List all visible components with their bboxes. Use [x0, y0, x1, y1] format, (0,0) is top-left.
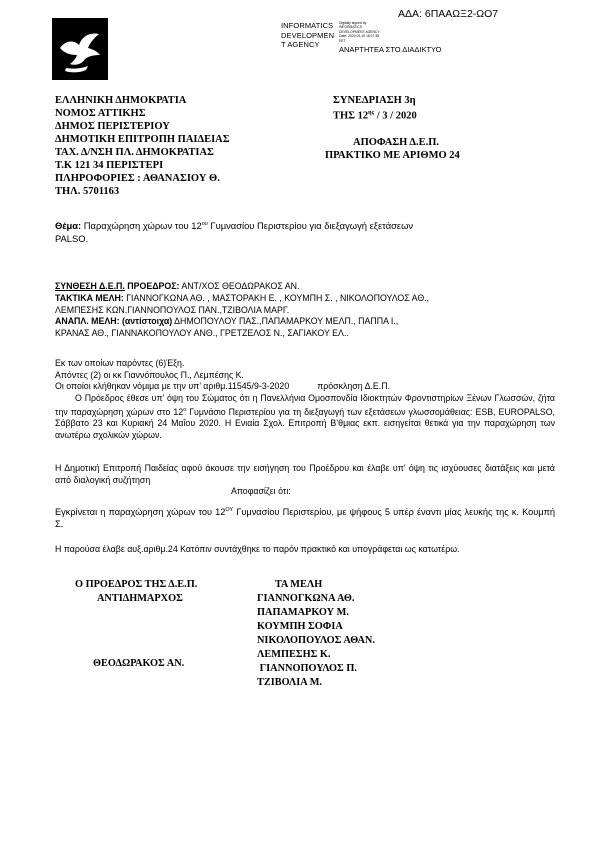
date-rest: / 3 / 2020	[374, 110, 417, 122]
invited-text: Οι οποίοι κλήθηκαν νόμιμα με την υπ’ αριθμ.11545/9-3-2020	[55, 381, 290, 392]
member-name: ΠΑΠΑΜΑΡΚΟΥ Μ.	[257, 607, 349, 618]
president-title: Ο ΠΡΟΕΔΡΟΣ ΤΗΣ Δ.Ε.Π.	[75, 579, 198, 590]
member-name: ΛΕΜΠΕΣΗΣ Κ.	[257, 649, 331, 660]
letterhead-left	[55, 94, 230, 198]
dove-emblem-icon	[52, 18, 108, 80]
date-ordinal: ης	[368, 110, 375, 116]
regular-members-text-cont: ΛΕΜΠΕΣΗΣ ΚΩΝ.ΓΙΑΝΝΟΠΟΥΛΟΣ ΠΑΝ.,ΤΖΙΒΟΛΙΑ ΜΑΡΓ.	[55, 304, 290, 315]
signature-detail: Digitally signed by	[339, 21, 367, 25]
date-day: ΤΗΣ 12	[333, 110, 369, 122]
paragraph-closing: Η παρούσα έλαβε αυξ.αριθμ.24 Κατόπιν συντάχθηκε το παρόν πρακτικό και υπογράφεται ως κατωτέρω.	[55, 544, 460, 554]
alternate-members-text: ΔΗΜΟΠΟΥΛΟΥ ΠΑΣ.,ΠΑΠΑΜΑΡΚΟΥ ΜΕΛΠ., ΠΑΠΠΑ Ι.,	[172, 316, 399, 327]
president-label: ΠΡΟΕΔΡΟΣ:	[124, 281, 180, 291]
session-date	[325, 107, 460, 123]
letterhead-line: ΠΛΗΡΟΦΟΡΙΕΣ : ΑΘΑΝΑΣΙΟΥ Θ.	[55, 173, 220, 184]
letterhead-line: ΝΟΜΟΣ ΑΤΤΙΚΗΣ	[55, 108, 146, 119]
letterhead-line: ΤΗΛ. 5701163	[55, 186, 120, 197]
signature-detail: EET	[339, 38, 346, 43]
president-role: ΑΝΤΙΔΗΜΑΡΧΟΣ	[97, 593, 183, 604]
subject-block	[55, 218, 413, 245]
composition-label: ΣΥΝΘΕΣΗ Δ.Ε.Π.	[55, 281, 125, 291]
letterhead-line: Τ.Κ 121 34 ΠΕΡΙΣΤΕΡΙ	[55, 160, 164, 171]
invited-line	[55, 381, 390, 393]
invited-ref: πρόσκληση Δ.Ε.Π.	[317, 381, 391, 392]
posted-online-note: ΑΝΑΡΤΗΤΕΑ ΣΤΟ ΔΙΑΔΙΚΤΥΟ	[339, 45, 442, 54]
letterhead-line: ΔΗΜΟΤΙΚΗ ΕΠΙΤΡΟΠΗ ΠΑΙΔΕΙΑΣ	[55, 134, 230, 145]
decides-heading: Αποφασίζει ότι:	[231, 486, 291, 496]
request-ordinal: ο	[183, 406, 187, 413]
ada-code: ΑΔΑ: 6ΠΑΑΩΞ2-ΩΟ7	[398, 8, 499, 20]
president-text: ΑΝΤ/ΧΟΣ ΘΕΟΔΩΡΑΚΟΣ ΑΝ.	[179, 281, 300, 291]
request-text-cont: Γυμνάσιο Περιστερίου για τη διεξαγωγή των εξετάσεων γλωσσομάθειας: ESB, EUROPALSO, Σάββατο 23 και Κυριακή 24 Μαΐου 2020. Η Ενιαία Σχολ. Επιτροπή Β’θμιας εκπ. εισηγείται θετικά για την παραχώρηση των ανωτέρω σχολικών χώρων.	[55, 406, 556, 440]
decision-title: ΑΠΟΦΑΣΗ Δ.Ε.Π.	[353, 136, 439, 148]
member-name: ΚΟΥΜΠΗ ΣΟΦΙΑ	[257, 621, 343, 632]
agency-line: T AGENCY	[281, 40, 320, 49]
member-name: ΓΙΑΝΝΟΠΟΥΛΟΣ Π.	[257, 663, 357, 674]
member-name: ΓΙΑΝΝΟΓΚΩΝΑ ΑΘ.	[257, 593, 355, 604]
approval-text: Εγκρίνεται η παραχώρηση χώρων του 12	[55, 507, 226, 518]
signature-detail: INFORMATICS	[339, 25, 363, 30]
letterhead-right	[325, 94, 460, 162]
agency-line: INFORMATICS	[281, 21, 334, 30]
session-number: ΣΥΝΕΔΡΙΑΣΗ 3η	[333, 95, 416, 106]
paragraph-committee: Η Δημοτική Επιτροπή Παιδείας αφού άκουσε την εισήγηση του Προέδρου και έλαβε υπ’ όψη τις ισχύουσες διατάξεις και μετά από διαλογική συζήτηση	[55, 463, 555, 485]
paragraph-approval	[55, 504, 555, 531]
regular-members-label: ΤΑΚΤΙΚΑ ΜΕΛΗ:	[55, 292, 124, 303]
attendance-block	[55, 358, 390, 393]
subject-text: Παραχώρηση χώρων του 12	[81, 220, 202, 232]
paragraph-request	[55, 393, 555, 441]
president-name: ΘΕΟΔΩΡΑΚΟΣ ΑΝ.	[93, 658, 185, 669]
subject-label: Θέμα:	[55, 220, 82, 232]
regular-members-text: ΓΙΑΝΝΟΓΚΩΝΑ ΑΘ. , ΜΑΣΤΟΡΑΚΗ Ε. , ΚΟΥΜΠΗ Σ. , ΝΙΚΟΛΟΠΟΥΛΟΣ ΑΘ.,	[123, 292, 430, 303]
agency-signature-name	[281, 21, 334, 50]
letterhead-line: ΕΛΛΗΝΙΚΗ ΔΗΜΟΚΡΑΤΙΑ	[55, 95, 187, 106]
member-name: ΝΙΚΟΛΟΠΟΥΛΟΣ ΑΘΑΝ.	[257, 635, 375, 646]
composition-block	[55, 281, 429, 340]
minutes-number: ΠΡΑΚΤΙΚΟ ΜΕ ΑΡΙΘΜΟ 24	[325, 149, 460, 161]
approval-text-cont: Γυμνασίου Περιστερίου, με ψήφους 5 υπέρ έναντι μίας λευκής της κ. Κουμπή Σ.	[55, 507, 555, 530]
letterhead-line: ΔΗΜΟΣ ΠΕΡΙΣΤΕΡΙΟΥ	[55, 121, 170, 132]
members-title: ΤΑ ΜΕΛΗ	[275, 579, 323, 590]
subject-ordinal: ου	[201, 221, 208, 227]
member-name: ΤΖΙΒΟΛΙΑ Μ.	[257, 677, 322, 688]
digital-signature-details	[339, 21, 380, 43]
present-line: Εκ των οποίων παρόντες (6)Έξη.	[55, 358, 185, 368]
signature-detail: Date: 2020.03.19 18:27:35	[339, 34, 380, 39]
alternate-members-text-cont: ΚΡΑΝΑΣ ΑΘ., ΓΙΑΝΝΑΚΟΠΟΥΛΟΥ ΑΝΘ., ΓΡΕΤΖΕΛΟΣ Ν., ΣΑΓΙΑΚΟΥ ΕΛ..	[55, 328, 349, 339]
request-text: Ο Πρόεδρος έθεσε υπ’ όψη του Σώματος ότι η Πανελλήνια Ομοσπονδία Ιδιοκτητών Φροντιστηρίων Ξένων Γλωσσών, ζήτα την παραχώρηση χώρων στο 12	[55, 393, 555, 417]
approval-ordinal: ΟΥ	[225, 507, 234, 513]
signature-detail: DEVELOPMENT AGENCY	[339, 29, 380, 34]
alternate-members-label: ΑΝΑΠΛ. ΜΕΛΗ: (αντίστοιχα)	[55, 316, 173, 327]
absent-line: Απόντες (2) οι κκ Γιαννόπουλος Π., Λεμπέσης Κ.	[55, 369, 244, 380]
agency-line: DEVELOPMEN	[281, 30, 335, 40]
subject-text-cont: Γυμνασίου Περιστερίου για διεξαγωγή εξετάσεων	[207, 220, 414, 232]
letterhead-line: ΤΑΧ. Δ/ΝΣΗ ΠΛ. ΔΗΜΟΚΡΑΤΙΑΣ	[55, 147, 214, 158]
subject-line2: PALSO.	[55, 233, 89, 245]
